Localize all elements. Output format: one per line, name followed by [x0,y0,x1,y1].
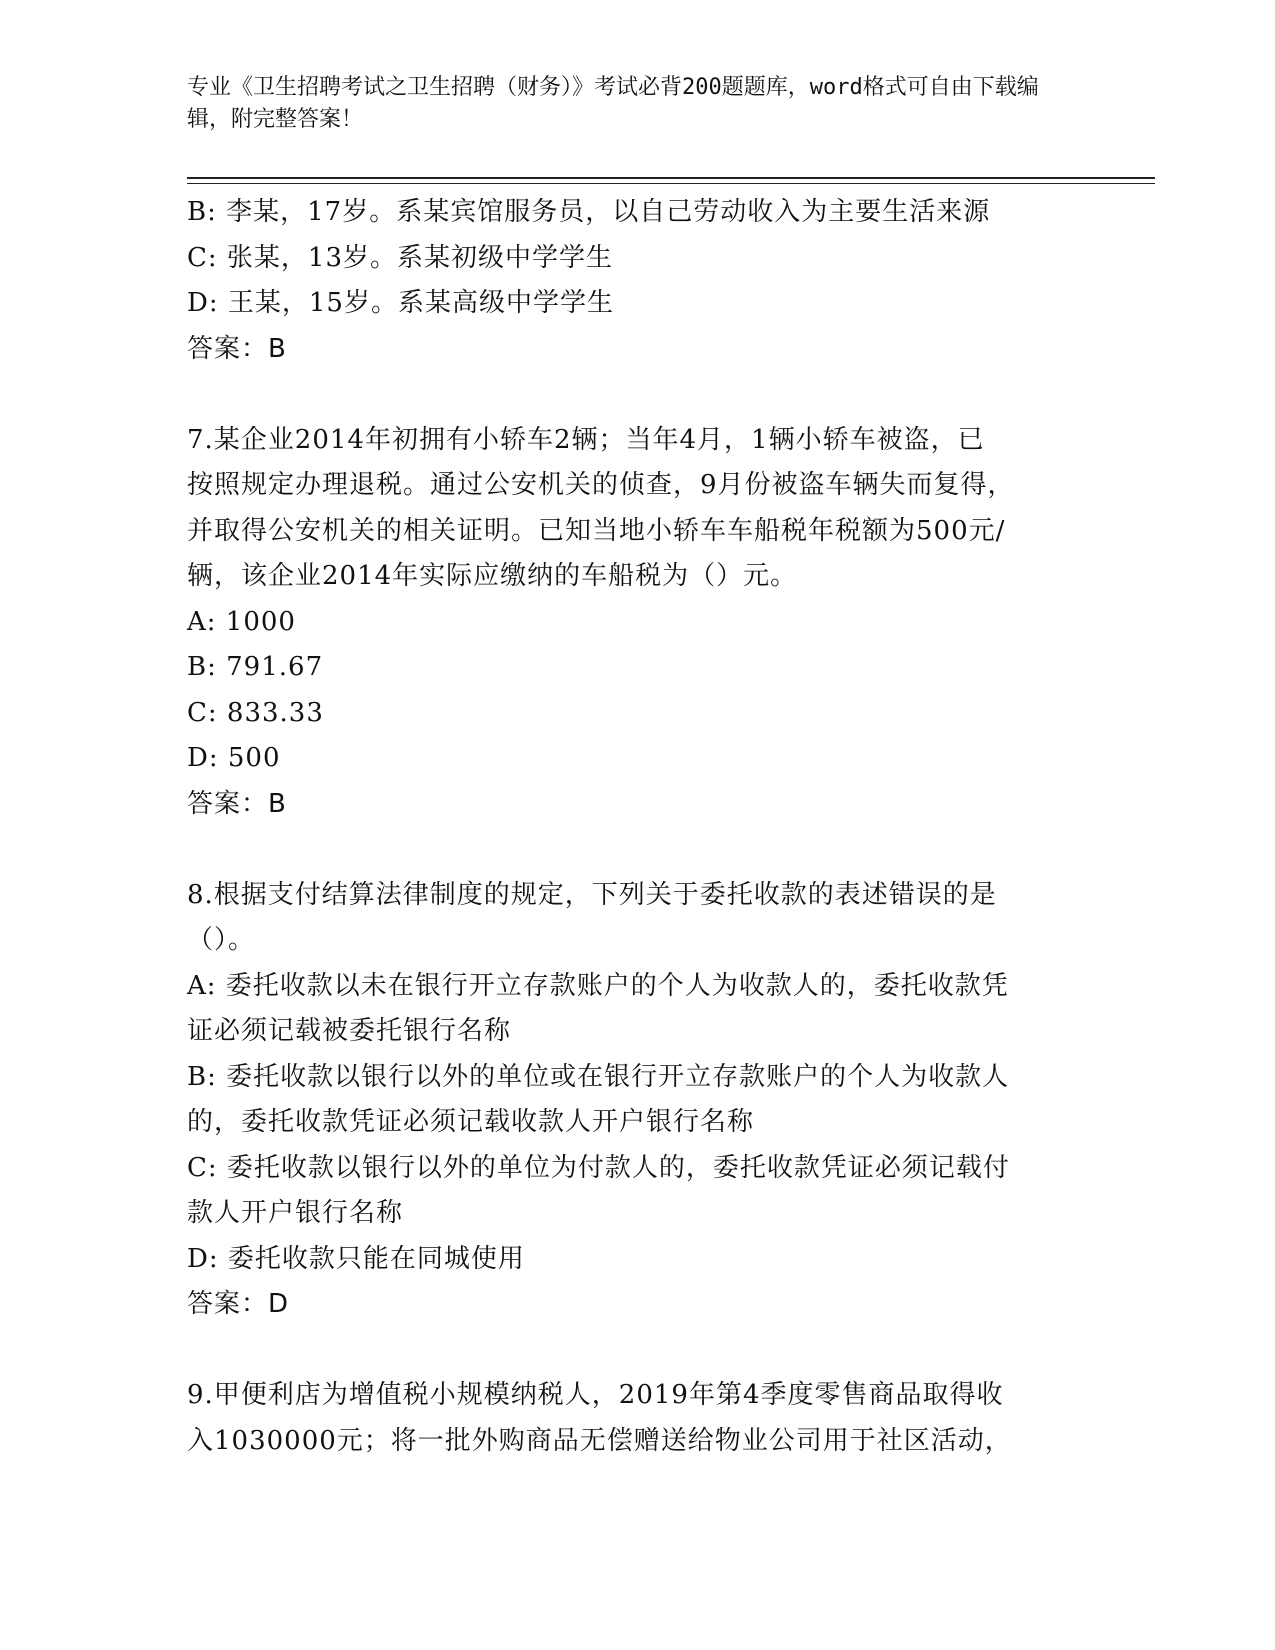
header-divider-thick [187,177,1155,179]
question-6-options [187,190,1087,327]
option-a-line: 证必须记载被委托银行名称 [187,1016,512,1046]
question-8-line: （）。 [187,925,256,955]
option-b-line: 的，委托收款凭证必须记载收款人开户银行名称 [187,1107,755,1137]
header-title: 专业《卫生招聘考试之卫生招聘（财务）》考试必背200题题库，word格式可自由下载编辑，附完整答案！ [187,75,1039,132]
question-7-line: 按照规定办理退税。通过公安机关的侦查，9月份被盗车辆失而复得， [187,470,1015,500]
option-b-line: B: 委托收款以银行以外的单位或在银行开立存款账户的个人为收款人 [187,1061,1010,1092]
option-d: D: 王某，15岁。系某高级中学学生 [187,288,614,318]
option-c: C: 张某，13岁。系某初级中学学生 [187,242,614,273]
spacer [187,1328,1087,1374]
spacer [187,372,1087,418]
answer-6: 答案：B [187,333,287,364]
option-b: B: 791.67 [187,652,324,682]
question-8-line: 8.根据支付结算法律制度的规定，下列关于委托收款的表述错误的是 [187,879,997,910]
option-b: B: 李某，17岁。系某宾馆服务员，以自己劳动收入为主要生活来源 [187,197,991,227]
header-divider-thin [187,183,1155,184]
question-9-line: 入1030000元；将一批外购商品无偿赠送给物业公司用于社区活动， [187,1425,1012,1456]
document-body [187,190,1087,1464]
option-d-line: D: 委托收款只能在同城使用 [187,1243,525,1274]
answer-7: 答案：B [187,788,287,819]
option-c-line: 款人开户银行名称 [187,1198,404,1228]
option-a-line: A: 委托收款以未在银行开立存款账户的个人为收款人的，委托收款凭 [187,970,1009,1001]
option-d: D: 500 [187,743,281,773]
option-c: C: 833.33 [187,697,324,728]
question-9-line: 9.甲便利店为增值税小规模纳税人，2019年第4季度零售商品取得收 [187,1380,1004,1410]
question-7-line: 7.某企业2014年初拥有小轿车2辆；当年4月，1辆小轿车被盗，已 [187,424,985,455]
answer-8: 答案：D [187,1289,290,1319]
question-7-line: 辆，该企业2014年实际应缴纳的车船税为（）元。 [187,561,798,591]
question-7 [187,418,1087,782]
page-header [187,72,1067,136]
option-a: A: 1000 [187,606,296,637]
spacer [187,827,1087,873]
question-9 [187,1373,1087,1464]
question-7-line: 并取得公安机关的相关证明。已知当地小轿车车船税年税额为500元/ [187,515,1006,546]
option-c-line: C: 委托收款以银行以外的单位为付款人的，委托收款凭证必须记载付 [187,1152,1010,1183]
question-8 [187,873,1087,1283]
